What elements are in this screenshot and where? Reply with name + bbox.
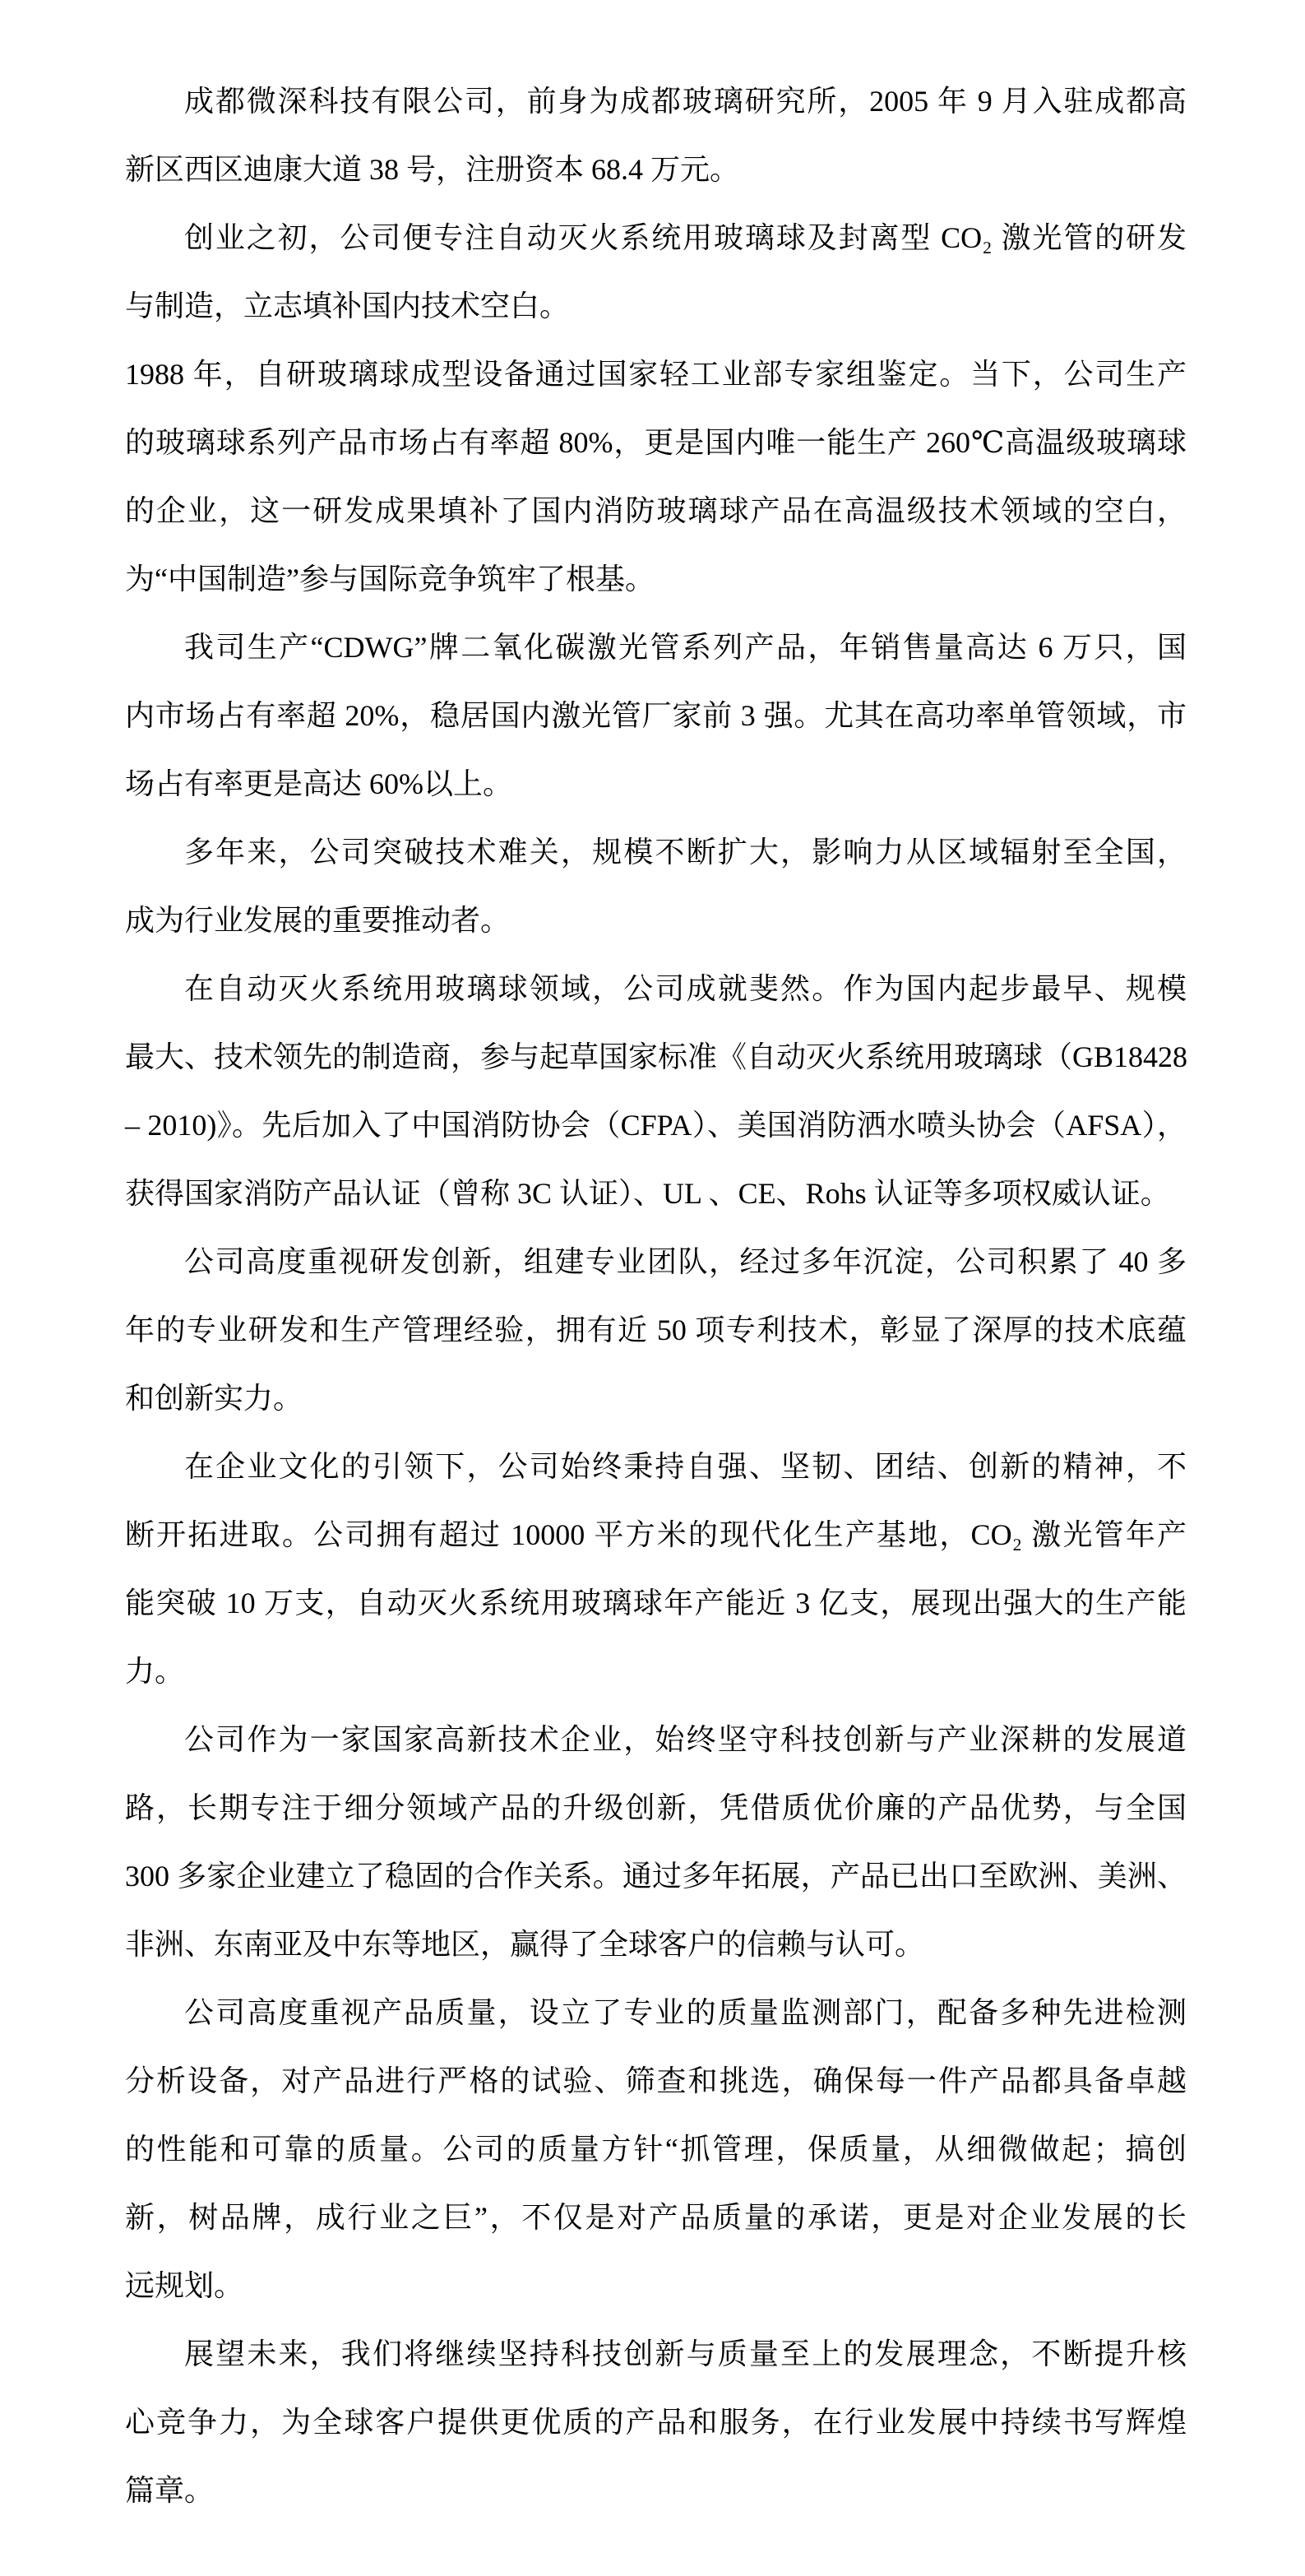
document-body (125, 67, 1187, 2525)
text-line: 公司高度重视产品质量，设立了专业的质量监测部门，配备多种先进检测 (184, 1996, 1187, 2029)
text-line: 篇章。 (125, 2474, 215, 2507)
text-line: 力。 (125, 1655, 185, 1688)
paragraph (125, 341, 1187, 614)
text-line: 公司作为一家国家高新技术企业，始终坚守科技创新与产业深耕的发展道 (184, 1723, 1187, 1756)
text-line: 场占有率更是高达 60%以上。 (125, 767, 512, 800)
text-line: 远规划。 (125, 2269, 244, 2302)
text-line: – 2010)》。先后加入了中国消防协会（CFPA）、美国消防洒水喷头协会（AFSA）， (125, 1109, 1187, 1142)
text-line: 我司生产“CDWG”牌二氧化碳激光管系列产品，年销售量高达 6 万只，国 (184, 631, 1187, 664)
text-line: 和创新实力。 (125, 1382, 303, 1415)
text-line: 非洲、东南亚及中东等地区，赢得了全球客户的信赖与认可。 (125, 1928, 925, 1961)
text-line: 最大、技术领先的制造商，参与起草国家标准《自动灭火系统用玻璃球（GB18428 (125, 1040, 1188, 1073)
paragraph (125, 1706, 1187, 1979)
paragraph (125, 614, 1187, 818)
paragraph (125, 1228, 1187, 1433)
text-line: 1988 年，自研玻璃球成型设备通过国家轻工业部专家组鉴定。当下，公司生产 (125, 358, 1187, 391)
paragraph (125, 1979, 1187, 2320)
text-line: 的性能和可靠的质量。公司的质量方针“抓管理，保质量，从细微做起；搞创 (125, 2133, 1187, 2166)
text-line: 300 多家企业建立了稳固的合作关系。通过多年拓展，产品已出口至欧洲、美洲、 (125, 1860, 1187, 1893)
text-line: 在企业文化的引领下，公司始终秉持自强、坚韧、团结、创新的精神，不 (184, 1450, 1187, 1483)
text-line: 展望未来，我们将继续坚持科技创新与质量至上的发展理念，不断提升核 (184, 2337, 1187, 2370)
text-line: 的企业，这一研发成果填补了国内消防玻璃球产品在高温级技术领域的空白， (125, 494, 1187, 527)
text-line: 成都微深科技有限公司，前身为成都玻璃研究所，2005 年 9 月入驻成都高 (184, 85, 1187, 118)
text-line: 获得国家消防产品认证（曾称 3C 认证）、UL 、CE、Rohs 认证等多项权威认证。 (125, 1177, 1170, 1210)
text-line: 创业之初，公司便专注自动灭火系统用玻璃球及封离型 CO₂ 激光管的研发 (184, 221, 1187, 254)
text-line: 在自动灭火系统用玻璃球领域，公司成就斐然。作为国内起步最早、规模 (184, 972, 1187, 1005)
text-line: 年的专业研发和生产管理经验，拥有近 50 项专利技术，彰显了深厚的技术底蕴 (125, 1313, 1187, 1346)
text-line: 新，树品牌，成行业之巨”，不仅是对产品质量的承诺，更是对企业发展的长 (125, 2201, 1187, 2234)
text-line: 为“中国制造”参与国际竞争筑牢了根基。 (125, 563, 655, 595)
text-line: 路，长期专注于细分领域产品的升级创新，凭借质优价廉的产品优势，与全国 (125, 1791, 1187, 1824)
text-line: 断开拓进取。公司拥有超过 10000 平方米的现代化生产基地，CO₂ 激光管年产 (125, 1518, 1187, 1551)
text-line: 成为行业发展的重要推动者。 (125, 904, 511, 937)
text-line: 新区西区迪康大道 38 号，注册资本 68.4 万元。 (125, 153, 740, 186)
text-line: 公司高度重视研发创新，组建专业团队，经过多年沉淀，公司积累了 40 多 (184, 1245, 1187, 1278)
text-line: 分析设备，对产品进行严格的试验、筛查和挑选，确保每一件产品都具备卓越 (125, 2064, 1187, 2097)
text-line: 的玻璃球系列产品市场占有率超 80%，更是国内唯一能生产 260℃高温级玻璃球 (125, 426, 1187, 459)
paragraph (125, 1433, 1187, 1706)
paragraph (125, 818, 1187, 955)
paragraph (125, 67, 1187, 204)
paragraph (125, 955, 1187, 1228)
text-line: 心竞争力，为全球客户提供更优质的产品和服务，在行业发展中持续书写辉煌 (125, 2406, 1187, 2439)
paragraph (125, 2320, 1187, 2525)
text-line: 多年来，公司突破技术难关，规模不断扩大，影响力从区域辐射至全国， (184, 836, 1187, 869)
text-line: 内市场占有率超 20%，稳居国内激光管厂家前 3 强。尤其在高功率单管领域，市 (125, 699, 1187, 732)
paragraph (125, 204, 1187, 341)
text-line: 与制造，立志填补国内技术空白。 (125, 290, 570, 322)
text-line: 能突破 10 万支，自动灭火系统用玻璃球年产能近 3 亿支，展现出强大的生产能 (125, 1587, 1187, 1619)
